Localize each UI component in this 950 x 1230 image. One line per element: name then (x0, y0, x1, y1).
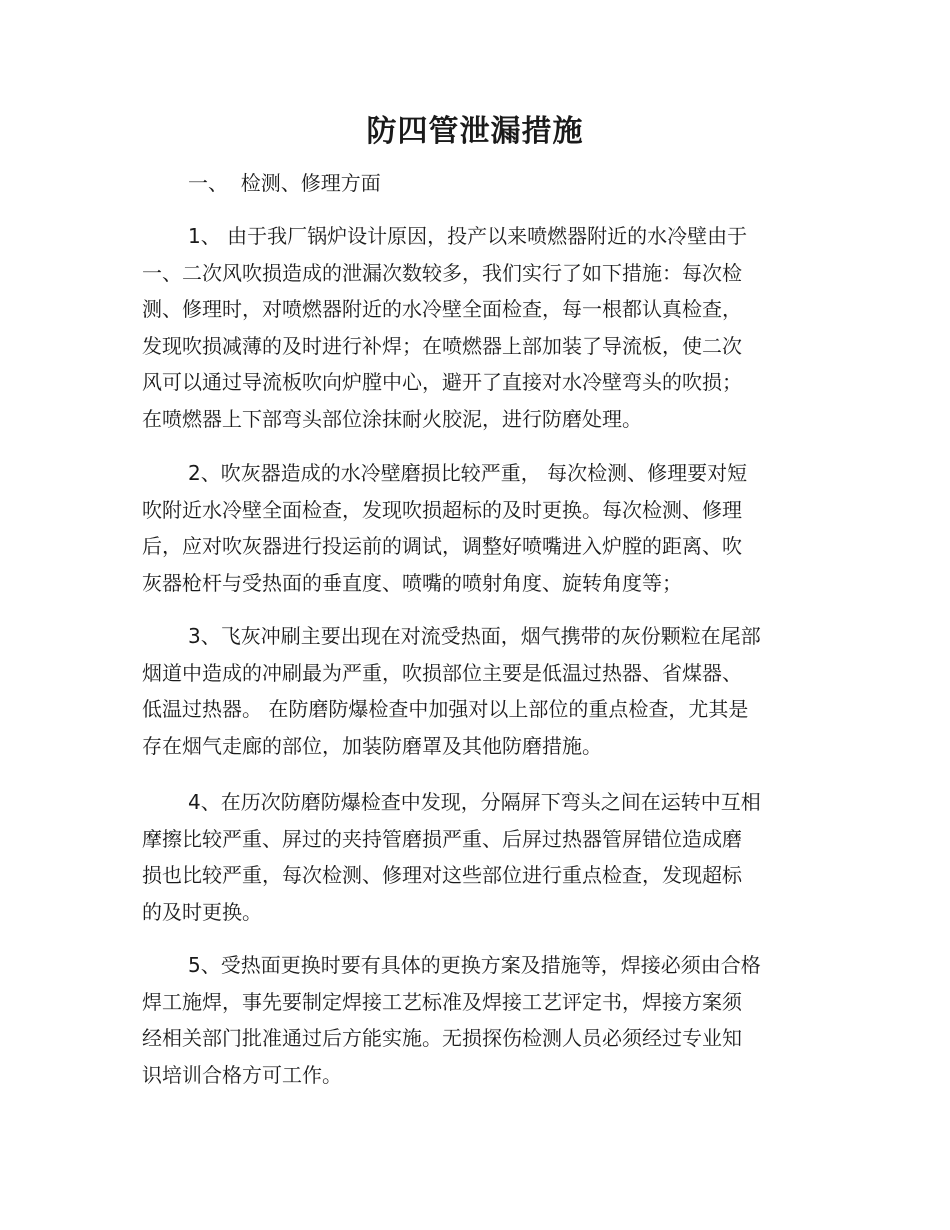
paragraph-2 (142, 455, 812, 601)
paragraph-line: 经相关部门批准通过后方能实施。无损探伤检测人员必须经过专业知 (142, 1026, 742, 1050)
paragraph-3 (142, 618, 812, 764)
paragraph-line: 吹附近水冷壁全面检查，发现吹损超标的及时更换。每次检测、修理 (142, 497, 742, 522)
paragraph-line: 发现吹损减薄的及时进行补焊；在喷燃器上部加装了导流板，使二次 (142, 333, 742, 358)
paragraph-line: 3、飞灰冲刷主要出现在对流受热面，烟气携带的灰份颗粒在尾部 (188, 624, 761, 648)
paragraph-line: 一、二次风吹损造成的泄漏次数较多，我们实行了如下措施：每次检 (142, 260, 742, 285)
paragraph-line: 后，应对吹灰器进行投运前的调试，调整好喷嘴进入炉膛的距离、吹 (142, 534, 742, 558)
paragraph-line: 低温过热器。 在防磨防爆检查中加强对以上部位的重点检查，尤其是 (142, 697, 749, 721)
document-title: 防四管泄漏措施 (366, 114, 584, 149)
section-heading: 一、 检测、修理方面 (188, 171, 381, 195)
paragraph-4 (142, 784, 812, 930)
paragraph-line: 测、修理时，对喷燃器附近的水冷壁全面检查，每一根都认真检查， (142, 297, 742, 321)
paragraph-line: 的及时更换。 (142, 899, 262, 924)
paragraph-line: 焊工施焊，事先要制定焊接工艺标准及焊接工艺评定书，焊接方案须 (142, 989, 742, 1014)
paragraph-line: 4、在历次防磨防爆检查中发现，分隔屏下弯头之间在运转中互相 (188, 790, 761, 814)
paragraph-line: 存在烟气走廊的部位，加装防磨罩及其他防磨措施。 (142, 733, 602, 758)
paragraph-line: 损也比较严重，每次检测、修理对这些部位进行重点检查，发现超标 (142, 863, 742, 887)
paragraph-line: 烟道中造成的冲刷最为严重，吹损部位主要是低温过热器、省煤器、 (142, 660, 742, 685)
paragraph-line: 风可以通过导流板吹向炉膛中心，避开了直接对水冷壁弯头的吹损； (142, 370, 742, 394)
paragraph-line: 在喷燃器上下部弯头部位涂抹耐火胶泥，进行防磨处理。 (142, 406, 642, 431)
paragraph-line: 2、吹灰器造成的水冷壁磨损比较严重， 每次检测、修理要对短 (188, 461, 748, 485)
paragraph-line: 摩擦比较严重、屏过的夹持管磨损严重、后屏过热器管屏错位造成磨 (142, 826, 742, 851)
paragraph-1 (142, 218, 812, 437)
paragraph-line: 灰器枪杆与受热面的垂直度、喷嘴的喷射角度、旋转角度等； (142, 570, 682, 595)
paragraph-line: 5、受热面更换时要有具体的更换方案及措施等，焊接必须由合格 (188, 953, 761, 977)
paragraph-line: 识培训合格方可工作。 (142, 1062, 342, 1087)
paragraph-5 (142, 947, 812, 1093)
paragraph-line: 1、 由于我厂锅炉设计原因，投产以来喷燃器附近的水冷壁由于 (188, 224, 748, 248)
